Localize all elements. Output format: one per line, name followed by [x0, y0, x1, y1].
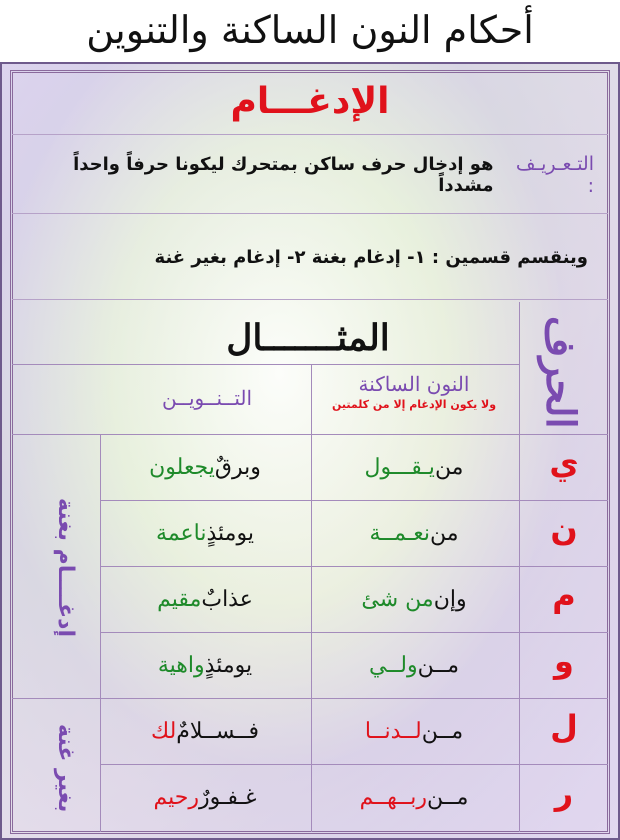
tanween-example: فــســلامٌ لك: [151, 718, 259, 744]
divider: [519, 302, 520, 832]
noon-example: مــن لــدنــا: [364, 718, 464, 744]
row-letter: ل: [550, 708, 578, 746]
types-row: [12, 216, 608, 300]
tanween-example: وبرقٌ يجعلون: [149, 454, 261, 480]
divider: [100, 434, 101, 832]
definition-row: [12, 136, 608, 214]
tanween-example: يومئذٍ واهية: [157, 652, 253, 678]
noon-example: من يـقـــول: [364, 454, 464, 480]
heading-box: [12, 72, 608, 135]
tanween-example: غـفـورٌ رحيم: [153, 784, 257, 810]
noon-example: من نعـمــة: [369, 520, 459, 546]
lesson-board: [0, 62, 620, 840]
noon-example: مــن ربــهــم: [359, 784, 469, 810]
page-title: أحكام النون الساكنة والتنوين: [86, 8, 534, 52]
definition-text: هو إدخال حرف ساكن بمتحرك ليكونا حرفاً واحداً مشدداً: [73, 153, 494, 196]
noon-example: وإن من شئ: [361, 586, 467, 612]
examples-table: [12, 302, 608, 832]
letter-column-header: الحرف: [537, 315, 584, 429]
noon-header: [316, 372, 512, 411]
tanween-header: التــنــويــن: [162, 386, 252, 410]
row-letter: م: [552, 576, 576, 614]
noon-header-label: النون الساكنة: [358, 372, 470, 396]
row-letter: ي: [549, 444, 579, 482]
noon-example: مــن ولــي: [369, 652, 459, 678]
without-ghunna-label: بغير غنة: [53, 723, 78, 813]
tanween-example: يومئذٍ ناعمة: [156, 520, 254, 546]
with-ghunna-label: إدغــــام بغنة: [53, 497, 78, 637]
definition-label: التـعـريـف :: [515, 152, 594, 197]
tanween-example: عذابٌ مقيم: [157, 586, 253, 612]
types-text: وينقسم قسمين : ١- إدغام بغنة ٢- إدغام بغير غنة: [154, 247, 588, 268]
noon-header-note: ولا يكون الإدغام إلا من كلمتين: [331, 398, 497, 411]
row-letter: ر: [554, 774, 574, 812]
row-letter: و: [554, 642, 574, 680]
example-header: المثـــــــال: [226, 317, 390, 359]
row-letter: ن: [550, 510, 578, 548]
section-heading: الإدغـــام: [230, 81, 390, 122]
